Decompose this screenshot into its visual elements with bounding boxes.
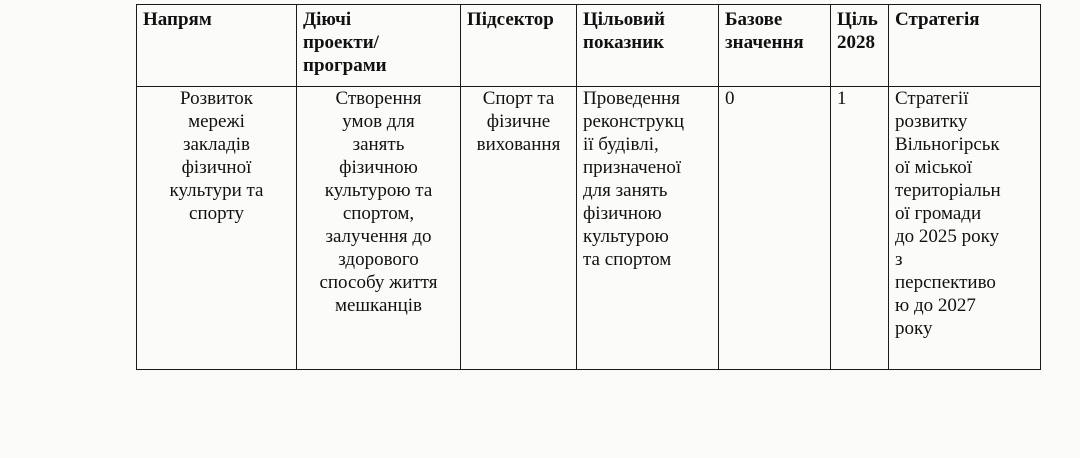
cell-strategiya: Стратегії розвитку Вільногірськ ої міської територіальн ої громади до 2025 року з перспективо ю до 2027 року [889, 87, 1041, 370]
table-row [137, 87, 1041, 370]
strategy-table [136, 4, 1041, 370]
header-proekty: Діючі проекти/ програми [297, 5, 461, 87]
cell-bazove: 0 [719, 87, 831, 370]
header-strategiya: Стратегія [889, 5, 1041, 87]
cell-pidsektor: Спорт та фізичне виховання [461, 87, 577, 370]
header-pokaznyk: Цільовий показник [577, 5, 719, 87]
cell-pokaznyk: Проведення реконструкц ії будівлі, призначеної для занять фізичною культурою та спортом [577, 87, 719, 370]
table-header-row [137, 5, 1041, 87]
header-bazove: Базове значення [719, 5, 831, 87]
header-pidsektor: Підсектор [461, 5, 577, 87]
header-napryam: Напрям [137, 5, 297, 87]
header-cil: Ціль 2028 [831, 5, 889, 87]
cell-proekty: Створення умов для занять фізичною культурою та спортом, залучення до здорового способу життя мешканців [297, 87, 461, 370]
cell-cil: 1 [831, 87, 889, 370]
cell-napryam: Розвиток мережі закладів фізичної культури та спорту [137, 87, 297, 370]
